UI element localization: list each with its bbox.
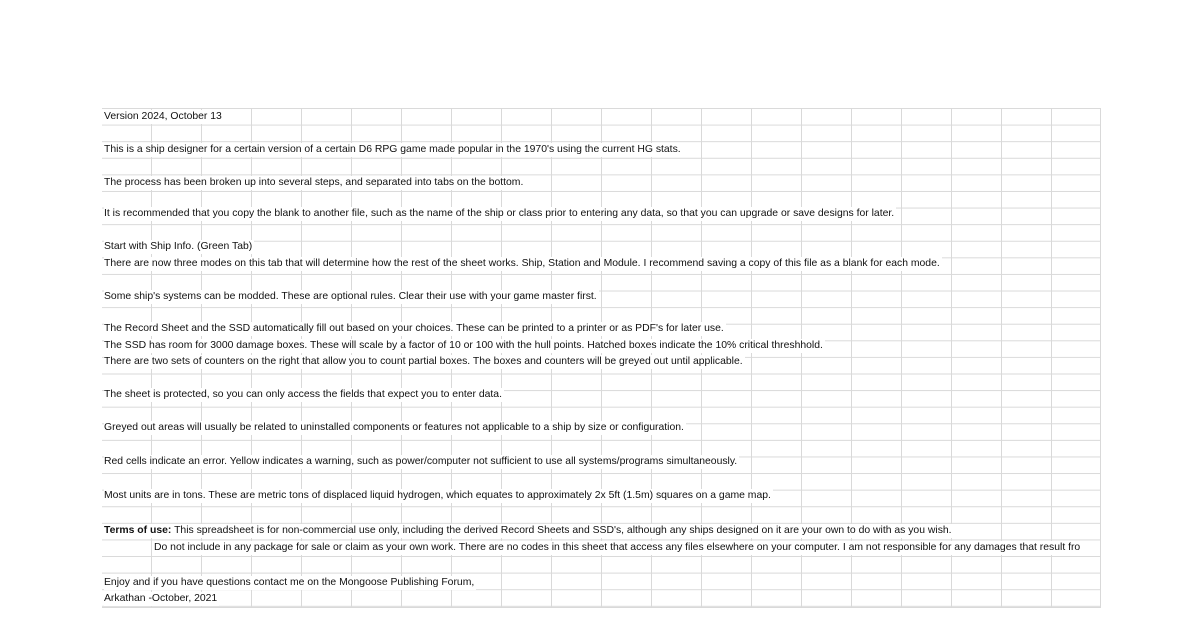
terms-of-use-text: [104, 524, 954, 538]
protected-text: The sheet is protected, so you can only access the fields that expect you to enter data.: [104, 389, 502, 400]
process-text: The process has been broken up into several steps, and separated into tabs on the bottom.: [104, 177, 524, 188]
terms-label: Terms of use:: [104, 525, 172, 536]
recommend-text: It is recommended that you copy the blank to another file, such as the name of the ship or class prior to entering any data, so that you can upgrade or save designs for later.: [104, 208, 895, 219]
red-cells-text: Red cells indicate an error. Yellow indicates a warning, such as power/computer not sufficient to use all systems/programs simultaneously.: [104, 456, 738, 467]
modes-text: There are now three modes on this tab that will determine how the rest of the sheet works. Ship, Station and Module. I recommend saving a copy of this file as a blank for each mode.: [104, 258, 940, 269]
enjoy-text: Enjoy and if you have questions contact me on the Mongoose Publishing Forum,: [104, 577, 475, 588]
units-text: Most units are in tons. These are metric tons of displaced liquid hydrogen, which equates to approximately 2x 5ft (1.5m) squares on a game map.: [104, 490, 771, 501]
modded-text: Some ship's systems can be modded. These are optional rules. Clear their use with your game master first.: [104, 291, 597, 302]
counters-text: There are two sets of counters on the right that allow you to count partial boxes. The boxes and counters will be greyed out until applicable.: [104, 356, 743, 367]
terms-body: This spreadsheet is for non-commercial use only, including the derived Record Sheets and SSD's, although any ships designed on it are your own to do with as you wish.: [174, 525, 952, 536]
version-text: Version 2024, October 13: [104, 111, 222, 122]
terms-continued-text: Do not include in any package for sale or claim as your own work. There are no codes in this sheet that access any files elsewhere on your computer. I am not responsible for any damages that result fro: [154, 542, 1081, 553]
spreadsheet-grid: [102, 108, 1101, 608]
ssd-text: The SSD has room for 3000 damage boxes. These will scale by a factor of 10 or 100 with the hull points. Hatched boxes indicate the 10% critical threshhold.: [104, 340, 823, 351]
signoff-text: Arkathan -October, 2021: [104, 593, 218, 604]
record-sheet-text: The Record Sheet and the SSD automatically fill out based on your choices. These can be printed to a printer or as PDF's for later use.: [104, 323, 724, 334]
intro-text: This is a ship designer for a certain version of a certain D6 RPG game made popular in the 1970's using the current HG stats.: [104, 144, 681, 155]
greyed-text: Greyed out areas will usually be related to uninstalled components or features not applicable to a ship by size or configuration.: [104, 422, 684, 433]
start-text: Start with Ship Info. (Green Tab): [104, 241, 253, 252]
